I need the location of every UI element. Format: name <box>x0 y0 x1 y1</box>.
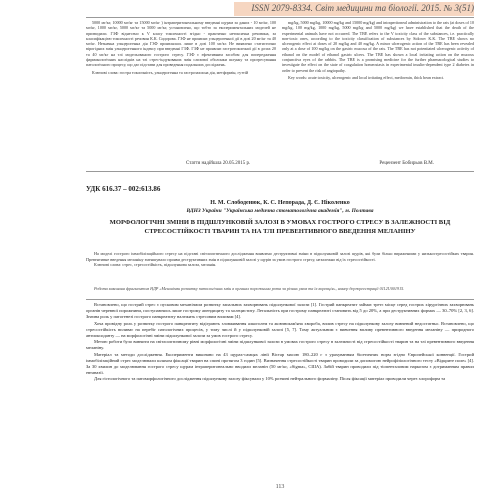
article-title: МОРФОЛОГІЧНІ ЗМІНИ В ПІДШЛУНКОВІЙ ЗАЛОЗІ В УМОВАХ ГОСТРОГО СТРЕСУ В ЗАЛЕЖНОСТІ ВІД СТРЕСОСТІЙКОСТІ ТВАРИН ТА НА ТЛІ ПРЕВЕНТИВНОГО ВВЕДЕННЯ МЕЛАНІНУ <box>109 219 451 235</box>
abstract-text: На моделі гострого іммобілізаційного стресу на підставі світлооптичного дослідження виявлено деструктивні зміни в підшлунковій залозі щурів, які були більш вираженими у низькостресостійких тварин. Превентивне введення меланіну зменшувало прояви деструктивних змін в підшлунковій залозі у щурів за умов гострого стресу, незалежно від їх стресостійкості. <box>86 251 474 262</box>
body-paragraph: Для гістологічного та патоморфологічного дослідження підшлункову залозу фіксували у 10% розчині нейтрального формаліну. Після фіксації матеріал проводили через хлороформ та <box>94 376 446 382</box>
body-divider <box>86 299 474 300</box>
body-paragraph: Матеріал та методи дослідження. Експерименти виконано на 43 щурах-самцях лінії Вістар масою 180–220 г з урахуванням біоетичних норм згідно Європейської конвенції. Гострий іммобілізаційний стрес моделювали шляхом фіксації тварин на спині протягом 3 годин [5]. Визначення стресостійкості тварин проводили за допомогою нейрофізіологічного тесту «Відкрите поле» [4]. За 30 хвилин до моделювання гострого стресу щурам інтраперитонеально вводили меланін (50 мг/кг, «Sigma», США). Забій тварин проводили під тіопенталовим наркозом з дотриманням правил евтаназії. <box>86 351 474 376</box>
affiliation: ВДНЗ України "Українська медична стоматологічна академія", м. Полтава <box>186 208 374 214</box>
body-paragraph: Встановлено, що гострий стрес є пусковим механізмом розвитку запальних захворювань підшлункової залози [1]. Гострий панкреатит займає третє місце серед гострих хірургічних захворювань органів черевної порожнини, поступаючись лише гострому апендициту та холециститу. Летальність при гострому панкреатиті становить від 5 до 20%, а при деструктивних формах — 30–70% [2, 3, 6]. Значна роль у патогенезі гострого панкреатиту належить стресовим впливам [4]. <box>86 302 474 320</box>
body-paragraph: Метою роботи було вивчити на світлооптичному рівні морфологічні зміни підшлункової залози в умовах гострого стресу в залежності від стресостійкості тварин та на тлі превентивного введення меланіну. <box>86 339 474 351</box>
received-date: Стаття надійшла 20.05.2015 р. <box>186 161 251 166</box>
abstract-keywords: Ключові слова: стрес, стресостійкість, підшлункова залоза, меланін. <box>94 262 217 268</box>
reviewer: Рецензент Бобирьов В.М. <box>379 161 434 166</box>
udk-code: УДК 616.37 – 002:613.86 <box>86 185 161 193</box>
funding-note: Робота виконана фрагментом НДР «Механізми розвитку патологічних змін в органах порожнини рота за різних умов та їх корекція», номер держреєстрації 0112U001915. <box>94 286 405 291</box>
right-column-paragraph: mg/kg, 5000 mg/kg, 10000 mg/kg and 15000 mg/kg) and intraperitoneal administration to the rats (at doses of 10 mg/kg, 100 mg/kg, 1000 mg/kg, 5000 mg/kg and 5000 mg/kg) we have established that the death of the experimental animals have not occurred. The TBE refers to the V toxicity class of the substances, i.e. practically non-toxic ones, according to the toxicity classification of substances by Sidorov K.K. The TBE shows no ulcerogenic effect at doses of 20 mg/kg and 40 mg/kg. A minor ulcerogenic action of the TBE has been revealed only at a dose of 100 mg/kg on the gastric mucosa of the rats. The TBE has not potentiated ulcerogenic activity of ethanol on the model of ethanol gastric ulcers. The TBE has shown a local irritating action on the mucous conjunctiva eyes of the rabbits. The TBE is a promising medicine for the further pharmacological studies to investigate the effect on the state of coagulation homeostasis in experimental insulin-dependent type 2 diabetes in order to prevent the risk of angiopathy. <box>282 20 474 73</box>
left-column-paragraph: 5000 мг/кг, 10000 мг/кг та 15000 мг/кг ) інтраперитонеальному введенні щурам за даних - 10 мг/кг, 100 мг/кг, 1000 мг/кг, 5000 мг/кг та 5000 мг/кг, установлено, що тобто за експериментальних моделей не призводили. ГЗФ віднесено к V класу токсичності згідно - практично нетоксична речовина, за класифікацією токсичності речовин К.К. Сидорова. ГЗФ не проявляє ульцерогенної дії в дозі 20 мг/кг та 40 мг/кг. Незначна ульцерогенна дія ГЗФ проявлялась лише в дозі 100 мг/кг. Не виявлено статистично вірогідних змін ульцерогенного індексу при введенні ГЗФ. ГЗФ не проявляє гастротоксичної дії в дозах 20 та 40 мг/кг на тлі модельованого гострого стресу. ГЗФ є ефективним засобом для попередження фармакологічних наслідків на тлі стрес-індукованих змін слизової оболонки шлунку та прогресування патологічного процесу, що дає підстави для проведення подальших досліджень. <box>86 20 276 68</box>
right-column-continued <box>282 20 474 80</box>
section-divider <box>86 171 474 172</box>
journal-header: ISSN 2079-8334. Світ медицини та біології. 2015. № 3(51) <box>251 3 474 13</box>
header-divider <box>86 17 474 18</box>
left-column-keywords: Ключові слова: гостра токсичність, ульцерогенна та гастрозахисна дія, метформін, гуттій <box>92 69 249 75</box>
body-paragraph: Хоча провідну роль у розвитку гострого панкреатиту відіграють зловживання алкоголем та жовчнокам'яна хвороба, вплив стресу на підшлункову залозу вивчений недостатньо. Встановлено, що стресостійкість впливає на перебіг патологічних процесів, у тому числі й у підшлунковій залозі [5, 7]. Тому актуальним є вивчення впливу превентивного введення меланіну — природного антиоксиданту — на морфологічні зміни підшлункової залози за умов гострого стресу. <box>86 320 474 339</box>
abstract <box>86 251 474 268</box>
page-number: 113 <box>275 484 285 490</box>
right-column-keywords: Key words: acute toxicity, ulcerogenic and local irritating effect, metformin, thick bean extract. <box>288 74 445 80</box>
authors: Н. М. Слободенюк, К. С. Непорада, Д. Є. Ніколенко <box>210 200 350 206</box>
article-body <box>86 302 474 383</box>
left-column-continued <box>86 20 276 75</box>
